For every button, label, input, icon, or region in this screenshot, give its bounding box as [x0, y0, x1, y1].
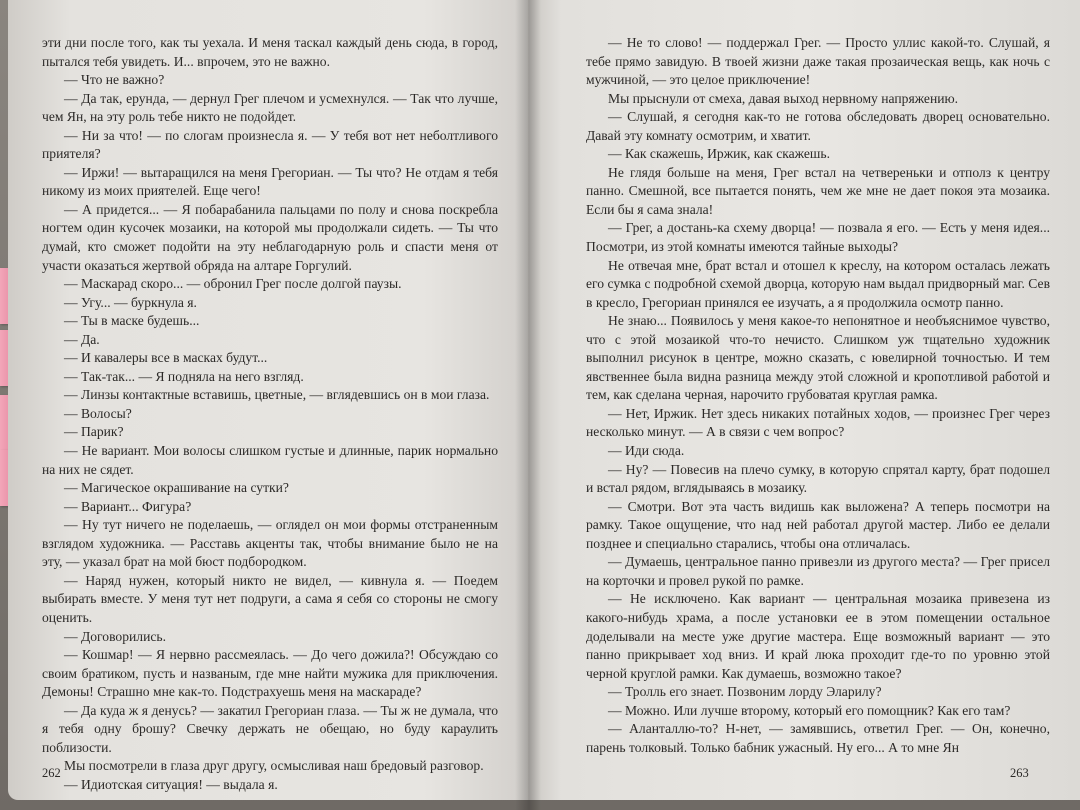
paragraph: — Идиотская ситуация! — выдала я.	[64, 776, 278, 792]
right-page	[528, 0, 1080, 800]
paragraph: — Угу... — буркнула я.	[64, 294, 197, 310]
paragraph: — Смотри. Вот эта часть видишь как выложена? А теперь посмотри на рамку. Такое ощущение, что над ней работал другой мастер. Либо ее делали позднее и специально старались, чтобы она отличалась.	[586, 498, 1050, 551]
paragraph: — Наряд нужен, который никто не видел, — кивнула я. — Поедем выбирать вместе. У меня тут нет подруги, а сама я себя со стороны не смогу оценить.	[42, 572, 498, 625]
paragraph: — Линзы контактные вставишь, цветные, — вглядевшись он в мои глаза.	[64, 387, 490, 403]
paragraph: — Не то слово! — поддержал Грег. — Просто уллис какой-то. Слушай, я тебе прямо завидую. В твоей жизни даже такая прозаическая вещь, как ночь с мужчиной, — это целое приключение!	[586, 35, 1050, 88]
paragraph: — И кавалеры все в масках будут...	[64, 350, 268, 366]
paragraph: — Ну? — Повесив на плечо сумку, в которую спрятал карту, брат подошел и встал рядом, вглядываясь в мозаику.	[586, 461, 1050, 496]
paragraph: — Да куда ж я денусь? — закатил Грегориан глаза. — Ты ж не думала, что я тебя одну брошу? Свечку держать не обещаю, но буду караулить поблизости.	[42, 702, 498, 755]
paragraph: — Да.	[64, 331, 100, 347]
left-page-text	[42, 34, 498, 794]
right-page-text	[586, 34, 1050, 757]
paragraph: — Не вариант. Мои волосы слишком густые и длинные, парик нормально на них не сядет.	[42, 443, 498, 477]
paragraph: — Так-так... — Я подняла на него взгляд.	[64, 368, 304, 384]
left-page	[8, 0, 528, 800]
paragraph: — Не исключено. Как вариант — центральная мозаика привезена из какого-нибудь храма, а после установки ее в этом помещении остальное доделывали на месте уже другие мастера. Еще возможный вариант — это панно прикрывает ход вниз. И край люка проходит где-то по уровню этой черной круглой рамки. Как думаешь, возможно такое?	[586, 591, 1050, 681]
paragraph: — Ну тут ничего не поделаешь, — оглядел он мои формы отстраненным взглядом художника. — Расставь акценты так, чтобы внимание было не на эту, — указал брат на мой бюст подбородком.	[42, 517, 498, 570]
paragraph: Мы прыснули от смеха, давая выход нервному напряжению.	[608, 90, 959, 106]
paragraph: Не отвечая мне, брат встал и отошел к креслу, на котором осталась лежать его сумка с подробной схемой дворца, которую нам выдал придворный маг. Сев в кресло, Грегориан принялся ее изучать, а я продолжила осмотр панно.	[586, 257, 1050, 310]
paragraph: — Аланталлю-то? Н-нет, — замявшись, ответил Грег. — Он, конечно, парень толковый. Только бабник ужасный. Ну его... А то мне Ян	[586, 721, 1050, 755]
paragraph: эти дни после того, как ты уехала. И меня таскал каждый день сюда, в город, пытался тебя увидеть. И... впрочем, это не важно.	[42, 35, 498, 69]
paragraph: — Магическое окрашивание на сутки?	[64, 480, 289, 496]
paragraph: — Иржи! — вытаращился на меня Грегориан. — Ты что? Не отдам я тебя никому из моих приятелей. Еще чего!	[42, 164, 498, 199]
paragraph: — Ни за что! — по слогам произнесла я. — У тебя вот нет неболтливого приятеля?	[42, 127, 498, 162]
paragraph: — Парик?	[64, 424, 124, 440]
paragraph: — Слушай, я сегодня как-то не готова обследовать дворец основательно. Давай эту комнату осмотрим, и хватит.	[586, 109, 1050, 143]
page-number: 262	[42, 766, 61, 780]
paragraph: — Можно. Или лучше второму, который его помощник? Как его там?	[608, 702, 1011, 718]
paragraph: — Грег, а достань-ка схему дворца! — позвала я его. — Есть у меня идея... Посмотри, из этой комнаты имеются тайные выходы?	[586, 220, 1050, 255]
paragraph: — Волосы?	[64, 405, 132, 421]
paragraph: — Нет, Иржик. Нет здесь никаких потайных ходов, — произнес Грег через несколько минут. — А в связи с чем вопрос?	[586, 405, 1050, 440]
paragraph: — Кошмар! — Я нервно рассмеялась. — До чего дожила?! Обсуждаю со своим братиком, пусть и названым, где мне найти мужика для приключения. Демоны! Страшно мне как-то. Подстрахуешь меня на маскараде?	[42, 647, 498, 700]
paragraph: — Маскарад скоро... — обронил Грег после долгой паузы.	[64, 276, 402, 292]
paragraph: Не знаю... Появилось у меня какое-то непонятное и необъяснимое чувство, что с этой мозаикой что-то нечисто. Слишком уж тщательно художник выполнил рисунок в центре, можно сказать, с ювелирной точностью. И тем явственнее была видна разница между этой сложной и кропотливой работой и тем, как сделана черная, нарочито грубоватая круглая рамка.	[586, 313, 1050, 403]
paragraph: — А придется... — Я побарабанила пальцами по полу и снова поскребла ногтем один кусочек мозаики, на которой мы продолжали сидеть. — Ты что думай, кто сможет подойти на эту неблагодарную роль и спасти меня от участи оказаться жертвой обряда на алтаре Горгулий.	[42, 201, 498, 273]
paragraph: Не глядя больше на меня, Грег встал на четвереньки и отполз к центру панно. Смешной, все пытается понять, чем же мне не дает покоя эта мозаика. Если бы я сама знала!	[586, 164, 1050, 217]
paragraph: — Как скажешь, Иржик, как скажешь.	[608, 146, 830, 162]
paragraph: — Что не важно?	[64, 72, 165, 88]
paragraph: — Тролль его знает. Позвоним лорду Эларилу?	[608, 684, 882, 700]
paragraph: — Думаешь, центральное панно привезли из другого места? — Грег присел на корточки и провел рукой по рамке.	[586, 554, 1050, 588]
paragraph: — Да так, ерунда, — дернул Грег плечом и усмехнулся. — Так что лучше, чем Ян, на эту роль тебе никто не подойдет.	[42, 90, 498, 125]
paragraph: — Вариант... Фигура?	[64, 498, 192, 514]
book-gutter	[515, 0, 541, 810]
paragraph: — Договорились.	[64, 628, 166, 644]
paragraph: Мы посмотрели в глаза друг другу, осмысливая наш бредовый разговор.	[64, 758, 484, 774]
paragraph: — Ты в маске будешь...	[64, 313, 200, 329]
paragraph: — Иди сюда.	[608, 443, 685, 459]
page-number: 263	[1010, 766, 1029, 780]
